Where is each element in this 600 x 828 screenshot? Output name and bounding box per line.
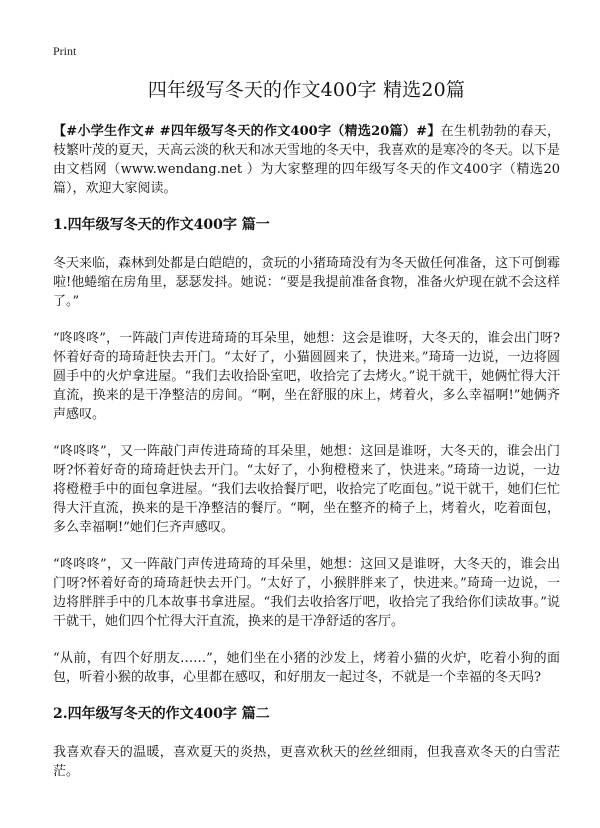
paragraph: 我喜欢春天的温暖，喜欢夏天的炎热，更喜欢秋天的丝丝细雨，但我喜欢冬天的白雪茫茫。: [53, 745, 560, 779]
paragraph: 冬天来临，森林到处都是白皑皑的，贪玩的小猪琦琦没有为冬天做任何准备，这下可倒霉啦!他蜷缩在房角里，瑟瑟发抖。她说：“要是我提前准备食物，准备火炉现在就不会这样了。”: [53, 256, 561, 309]
paragraph: “咚咚咚”，又一阵敲门声传进琦琦的耳朵里，她想：这回又是谁呀，大冬天的，谁会出门呀?怀着好奇的琦琦赶快去开门。“太好了，小猴胖胖来了，快进来。”琦琦一边说，一边将胖胖手中的几本故事书拿进屋。“我们去收拾客厅吧，收拾完了我给你们读故事。”说干就干，她们四个忙得大汗直流，换来的是干净舒适的客厅。: [53, 557, 560, 629]
print-label: Print: [53, 44, 77, 58]
paragraph: “咚咚咚”，一阵敲门声传进琦琦的耳朵里，她想：这会是谁呀，大冬天的，谁会出门呀?怀着好奇的琦琦赶快去开门。“太好了，小猫圆圆来了，快进来。”琦琦一边说，一边将圆圆手中的火炉拿进屋。“我们去收拾卧室吧，收拾完了去烤火。”说干就干，她俩忙得大汗直流，换来的是干净整洁的房间。“啊，坐在舒服的床上，烤着火，多么幸福啊!”她俩齐声感叹。: [53, 331, 560, 422]
paragraph: “从前，有四个好朋友……”，她们坐在小猪的沙发上，烤着小猫的火炉，吃着小狗的面包，听着小猴的故事，心里都在感叹，和好朋友一起过冬，不就是一个幸福的冬天吗?: [53, 651, 560, 685]
intro-lead: 【#小学生作文# #四年级写冬天的作文400字（精选20篇）#】: [53, 124, 441, 139]
section-1: [53, 216, 560, 687]
section-heading: 1.四年级写冬天的作文400字 篇一: [53, 217, 270, 233]
intro-paragraph: [53, 122, 560, 198]
paragraph: “咚咚咚”，又一阵敲门声传进琦琦的耳朵里，她想：这回是谁呀，大冬天的，谁会出门呀?怀着好奇的琦琦赶快去开门。“太好了，小狗橙橙来了，快进来。”琦琦一边说，一边将橙橙手中的面包拿进屋。“我们去收拾餐厅吧，收拾完了吃面包。”说干就干，她们仨忙得大汗直流，换来的是干净整洁的餐厅。“啊，坐在整齐的椅子上，烤着火，吃着面包，多么幸福啊!”她们仨齐声感叹。: [53, 444, 560, 535]
section-2: [53, 705, 560, 781]
intro-text: 在生机勃勃的春天，枝繁叶茂的夏天，天高云淡的秋天和冰天雪地的冬天中，我喜欢的是寒冷的冬天。以下是由文档网（www.wendang.net ）为大家整理的四年级写冬天的作文400字（精选20篇），欢迎大家阅读。: [53, 124, 561, 196]
document-title: 四年级写冬天的作文400字 精选20篇: [147, 79, 466, 101]
section-heading: 2.四年级写冬天的作文400字 篇二: [53, 706, 270, 722]
